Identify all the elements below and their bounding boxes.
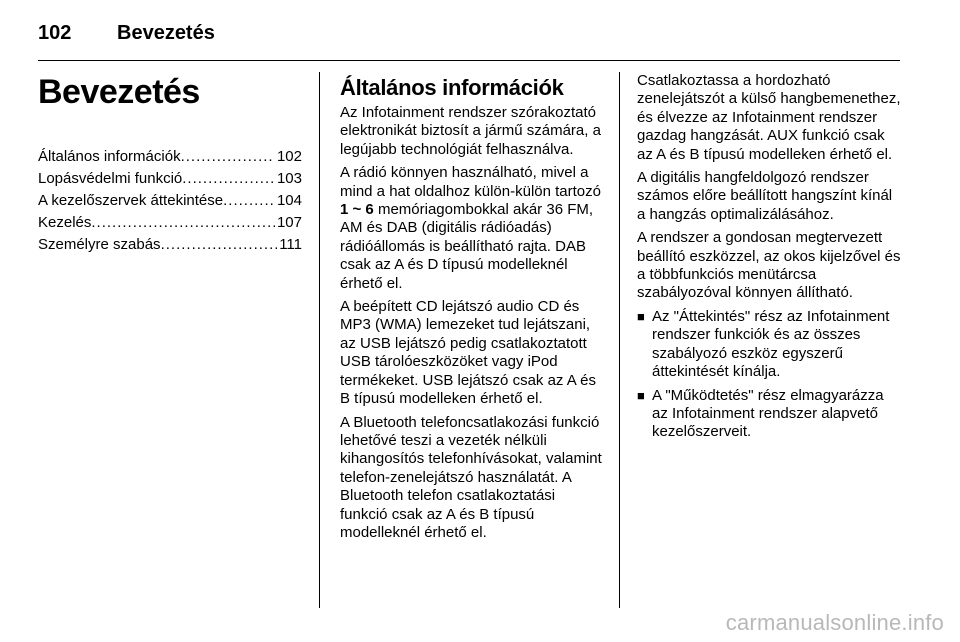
chapter-title: Bevezetés (38, 73, 200, 111)
paragraph: A beépített CD lejátszó audio CD és MP3 (WMA) lemezeket tud lejátszani, az USB lejátszó pedig csatlakoztatott USB tárolóeszközöket vagy iPod termékeket. USB lejátszó csak az A és B típusú modelleken érhető el. (340, 298, 596, 408)
list-item (637, 308, 901, 382)
toc-entry-page: 104 (276, 192, 302, 209)
toc-entry[interactable] (38, 212, 302, 234)
paragraph-text: A rádió könnyen használható, mivel a mind a hat oldalhoz külön-külön tartozó (340, 164, 601, 200)
toc-entry[interactable] (38, 168, 302, 190)
bullet-square-icon: ■ (637, 387, 645, 403)
toc-entry[interactable] (38, 190, 302, 212)
column-divider (319, 72, 320, 608)
bullet-list (637, 308, 901, 442)
toc-leader (223, 190, 275, 212)
column-divider (619, 72, 620, 608)
paragraph (340, 164, 602, 293)
paragraph: A Bluetooth telefoncsatlakozási funkció lehetővé teszi a vezeték nélküli kihangosítós telefonhívásokat, valamint telefon-zenelejátszó használatát. A Bluetooth telefon csatlakoztatási funkció csak az A és B típusú modelleknél érhető el. (340, 413, 602, 541)
toc-entry[interactable] (38, 234, 302, 256)
section-column-2 (637, 72, 901, 447)
paragraph: Az Infotainment rendszer szórakoztató elektronikát biztosít a jármű számára, a legújabb technológiát felhasználva. (340, 104, 601, 158)
toc-entry[interactable] (38, 146, 302, 168)
toc-entry-page: 111 (279, 236, 302, 253)
page-header (38, 14, 900, 61)
toc-leader (182, 168, 275, 190)
section-title: Általános információk (340, 75, 564, 100)
section-column-1 (340, 72, 602, 547)
toc-entry-label: A kezelőszervek áttekintése (38, 192, 224, 209)
toc-entry-label: Személyre szabás (38, 236, 161, 253)
toc-leader (161, 234, 278, 256)
list-item-text: Az "Áttekintés" rész az Infotainment rendszer funkciók és az összes szabályozó eszköz egyszerű áttekintését kínálja. (652, 307, 890, 381)
paragraph: A rendszer a gondosan megtervezett beállító eszközzel, az okos kijelzővel és a többfunkciós menütárcsa szabályozóval könnyen állítható. (637, 229, 901, 302)
list-item-text: A "Működtetés" rész elmagyarázza az Infotainment rendszer alapvető kezelőszerveit. (652, 386, 884, 441)
bullet-square-icon: ■ (637, 308, 645, 324)
list-item (637, 387, 901, 442)
toc-entry-label: Lopásvédelmi funkció (38, 170, 183, 187)
toc-leader (91, 212, 275, 234)
paragraph-text: memóriagombokkal akár 36 FM, AM és DAB (digitális rádióadás) rádióállomás is beállítható rajta. DAB csak az A és D típusú modelleknél érhető el. (340, 201, 594, 292)
paragraph: Csatlakoztassa a hordozható zenelejátszót a külső hangbemenethez, és élvezze az Infotainment rendszer gazdag hangzását. AUX funkció csak az A és B típusú modelleken érhető el. (637, 72, 901, 163)
memory-button-range: 1 ~ 6 (340, 201, 374, 219)
chapter-column (38, 72, 302, 256)
toc-entry-page: 103 (276, 170, 302, 187)
toc-leader (181, 146, 275, 168)
page-number: 102 (38, 22, 72, 44)
header-title: Bevezetés (117, 22, 215, 44)
watermark: carmanualsonline.info (725, 610, 944, 635)
toc-entry-page: 102 (276, 148, 302, 165)
toc-entry-label: Kezelés (38, 214, 92, 231)
toc-entry-label: Általános információk (38, 148, 181, 165)
toc-entry-page: 107 (276, 214, 302, 231)
table-of-contents (38, 146, 302, 256)
paragraph: A digitális hangfeldolgozó rendszer számos előre beállított hangszínt kínál a hangzás optimalizálásához. (637, 169, 893, 223)
